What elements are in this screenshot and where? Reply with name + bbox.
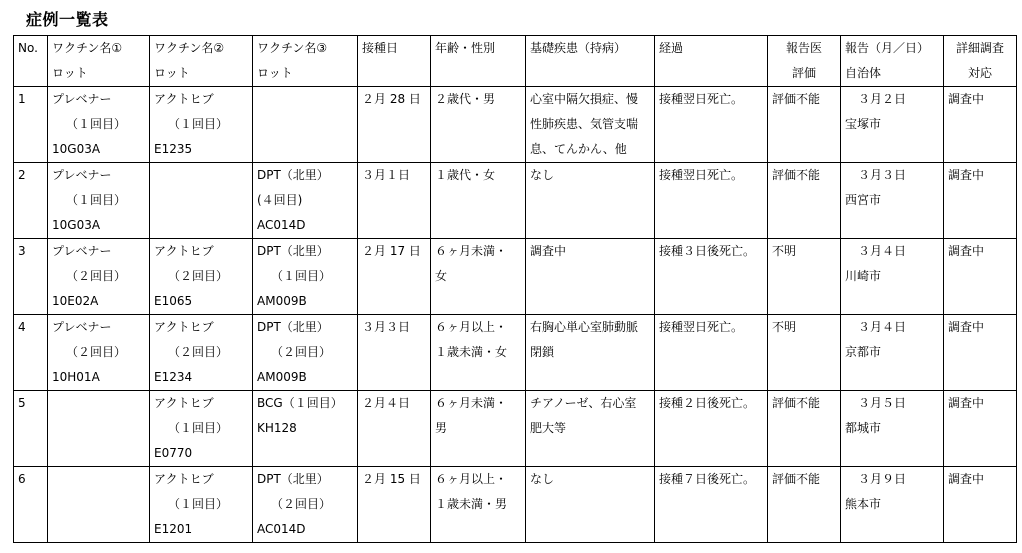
cell-no: 1 [14, 87, 48, 163]
cell-vaccine-2: アクトヒブ （２回目） E1065 [150, 239, 253, 315]
header-age-sex: 年齢・性別 [431, 36, 526, 87]
cell-vaccination-date: ２月 28 日 [358, 87, 431, 163]
header-vaccine-2: ワクチン名② ロット [150, 36, 253, 87]
cell-no: 6 [14, 467, 48, 543]
cell-vaccination-date: ３月１日 [358, 163, 431, 239]
cell-vaccine-1: プレベナー （１回目） 10G03A [48, 163, 150, 239]
cell-vaccine-2: アクトヒブ （１回目） E0770 [150, 391, 253, 467]
cell-vaccine-3: DPT（北里） （２回目） AC014D [253, 467, 358, 543]
cell-vaccine-3: DPT（北里） （１回目） AM009B [253, 239, 358, 315]
cell-doctor-evaluation: 不明 [768, 239, 841, 315]
cell-underlying-disease: 心室中隔欠損症、慢 性肺疾患、気管支喘 息、てんかん、他 [526, 87, 655, 163]
cell-doctor-evaluation: 評価不能 [768, 163, 841, 239]
cell-age-sex: ６ヶ月以上・ １歳未満・女 [431, 315, 526, 391]
cell-course: 接種７日後死亡。 [655, 467, 768, 543]
cell-detail-survey: 調査中 [944, 391, 1017, 467]
cell-underlying-disease: なし [526, 163, 655, 239]
cell-vaccine-3: BCG（１回目） KH128 [253, 391, 358, 467]
cell-vaccine-2: アクトヒブ （１回目） E1201 [150, 467, 253, 543]
cell-doctor-evaluation: 評価不能 [768, 87, 841, 163]
cell-age-sex: ６ヶ月未満・ 男 [431, 391, 526, 467]
cell-vaccine-1: プレベナー （２回目） 10H01A [48, 315, 150, 391]
cell-detail-survey: 調査中 [944, 467, 1017, 543]
cell-vaccine-1 [48, 391, 150, 467]
cell-no: 3 [14, 239, 48, 315]
cell-vaccine-2 [150, 163, 253, 239]
cell-underlying-disease: チアノーゼ、右心室 肥大等 [526, 391, 655, 467]
header-underlying-disease: 基礎疾患（持病） [526, 36, 655, 87]
header-doctor-evaluation: 報告医 評価 [768, 36, 841, 87]
cell-detail-survey: 調査中 [944, 315, 1017, 391]
document-title: 症例一覧表 [26, 10, 109, 29]
cell-doctor-evaluation: 不明 [768, 315, 841, 391]
cell-vaccination-date: ２月 15 日 [358, 467, 431, 543]
cell-vaccination-date: ３月３日 [358, 315, 431, 391]
cell-report: ３月３日 西宮市 [841, 163, 944, 239]
cell-vaccine-1: プレベナー （１回目） 10G03A [48, 87, 150, 163]
cell-vaccine-3: DPT（北里） (４回目) AC014D [253, 163, 358, 239]
cell-doctor-evaluation: 評価不能 [768, 467, 841, 543]
cell-doctor-evaluation: 評価不能 [768, 391, 841, 467]
header-vaccine-1: ワクチン名① ロット [48, 36, 150, 87]
cell-detail-survey: 調査中 [944, 87, 1017, 163]
cell-report: ３月９日 熊本市 [841, 467, 944, 543]
cell-course: 接種翌日死亡。 [655, 163, 768, 239]
cell-report: ３月５日 都城市 [841, 391, 944, 467]
table-row [14, 315, 1017, 391]
table-header-row [14, 36, 1017, 87]
cell-underlying-disease: 右胸心単心室肺動脈 閉鎖 [526, 315, 655, 391]
cell-vaccination-date: ２月４日 [358, 391, 431, 467]
cell-vaccine-2: アクトヒブ （１回目） E1235 [150, 87, 253, 163]
case-list-table [13, 35, 1017, 543]
header-no: No. [14, 36, 48, 87]
cell-detail-survey: 調査中 [944, 163, 1017, 239]
table-row [14, 391, 1017, 467]
cell-no: 5 [14, 391, 48, 467]
cell-vaccine-1 [48, 467, 150, 543]
table-row [14, 87, 1017, 163]
cell-no: 2 [14, 163, 48, 239]
cell-vaccine-2: アクトヒブ （２回目） E1234 [150, 315, 253, 391]
cell-vaccine-3: DPT（北里） （２回目） AM009B [253, 315, 358, 391]
table-row [14, 467, 1017, 543]
cell-underlying-disease: なし [526, 467, 655, 543]
cell-vaccination-date: ２月 17 日 [358, 239, 431, 315]
cell-underlying-disease: 調査中 [526, 239, 655, 315]
header-vaccination-date: 接種日 [358, 36, 431, 87]
cell-course: 接種３日後死亡。 [655, 239, 768, 315]
cell-vaccine-1: プレベナー （２回目） 10E02A [48, 239, 150, 315]
cell-course: 接種２日後死亡。 [655, 391, 768, 467]
table-row [14, 163, 1017, 239]
header-course: 経過 [655, 36, 768, 87]
cell-age-sex: ６ヶ月未満・ 女 [431, 239, 526, 315]
header-report: 報告（月／日） 自治体 [841, 36, 944, 87]
cell-report: ３月２日 宝塚市 [841, 87, 944, 163]
cell-detail-survey: 調査中 [944, 239, 1017, 315]
cell-no: 4 [14, 315, 48, 391]
cell-report: ３月４日 京都市 [841, 315, 944, 391]
cell-course: 接種翌日死亡。 [655, 315, 768, 391]
header-vaccine-3: ワクチン名③ ロット [253, 36, 358, 87]
header-detail-survey: 詳細調査 対応 [944, 36, 1017, 87]
cell-age-sex: ２歳代・男 [431, 87, 526, 163]
cell-age-sex: １歳代・女 [431, 163, 526, 239]
cell-vaccine-3 [253, 87, 358, 163]
table-row [14, 239, 1017, 315]
cell-age-sex: ６ヶ月以上・ １歳未満・男 [431, 467, 526, 543]
cell-course: 接種翌日死亡。 [655, 87, 768, 163]
cell-report: ３月４日 川崎市 [841, 239, 944, 315]
